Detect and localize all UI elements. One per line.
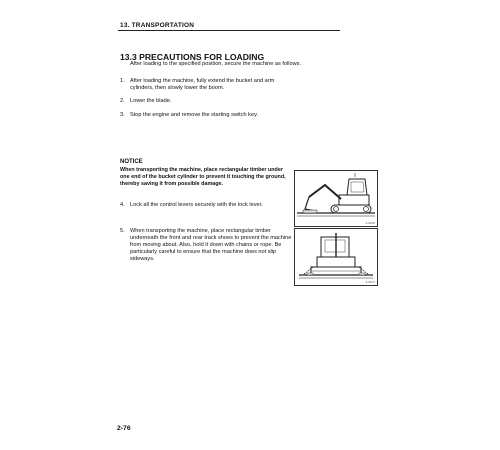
step-4 xyxy=(120,202,292,209)
step-number: 1. xyxy=(120,78,125,84)
step-text: Lower the blade. xyxy=(130,98,172,104)
step-number: 3. xyxy=(120,112,125,118)
figure-code: 2-0106 xyxy=(365,221,375,225)
figure-chains xyxy=(294,228,378,286)
header-rule xyxy=(118,30,340,31)
step-3 xyxy=(120,112,292,119)
excavator-side-illustration xyxy=(295,171,377,226)
step-1 xyxy=(120,78,292,92)
step-number: 5. xyxy=(120,228,125,234)
excavator-rear-illustration xyxy=(295,229,377,285)
section-intro: After loading to the specified position, secure the machine as follows. xyxy=(130,61,302,67)
step-text: After loading the machine, fully extend the bucket and arm cylinders, then slowly lower the boom. xyxy=(130,78,275,91)
notice-body: When transporting the machine, place rectangular timber under one end of the bucket cylinder to prevent it touching the ground, thereby saving it from possible damage. xyxy=(120,167,286,187)
figure-code: 2-0107 xyxy=(365,280,375,284)
step-number: 2. xyxy=(120,98,125,104)
step-2 xyxy=(120,98,292,105)
step-5 xyxy=(120,228,292,263)
step-text: Lock all the control levers securely with the lock lever. xyxy=(130,202,263,208)
section-header: 13. TRANSPORTATION xyxy=(120,22,195,29)
page-number: 2-76 xyxy=(117,425,131,432)
notice-heading: NOTICE xyxy=(120,159,143,165)
step-text: When transporting the machine, place rectangular timber underneath the front and rear track shoes to prevent the machine from moving about. Also, hold it down with chains or rope. Be particularly careful to ensure that the machine does not slip sideways. xyxy=(130,228,292,262)
figure-boom-lowered xyxy=(294,170,378,227)
step-number: 4. xyxy=(120,202,125,208)
step-text: Stop the engine and remove the starting switch key. xyxy=(130,112,259,118)
section-title: 13.3 PRECAUTIONS FOR LOADING xyxy=(120,52,265,62)
